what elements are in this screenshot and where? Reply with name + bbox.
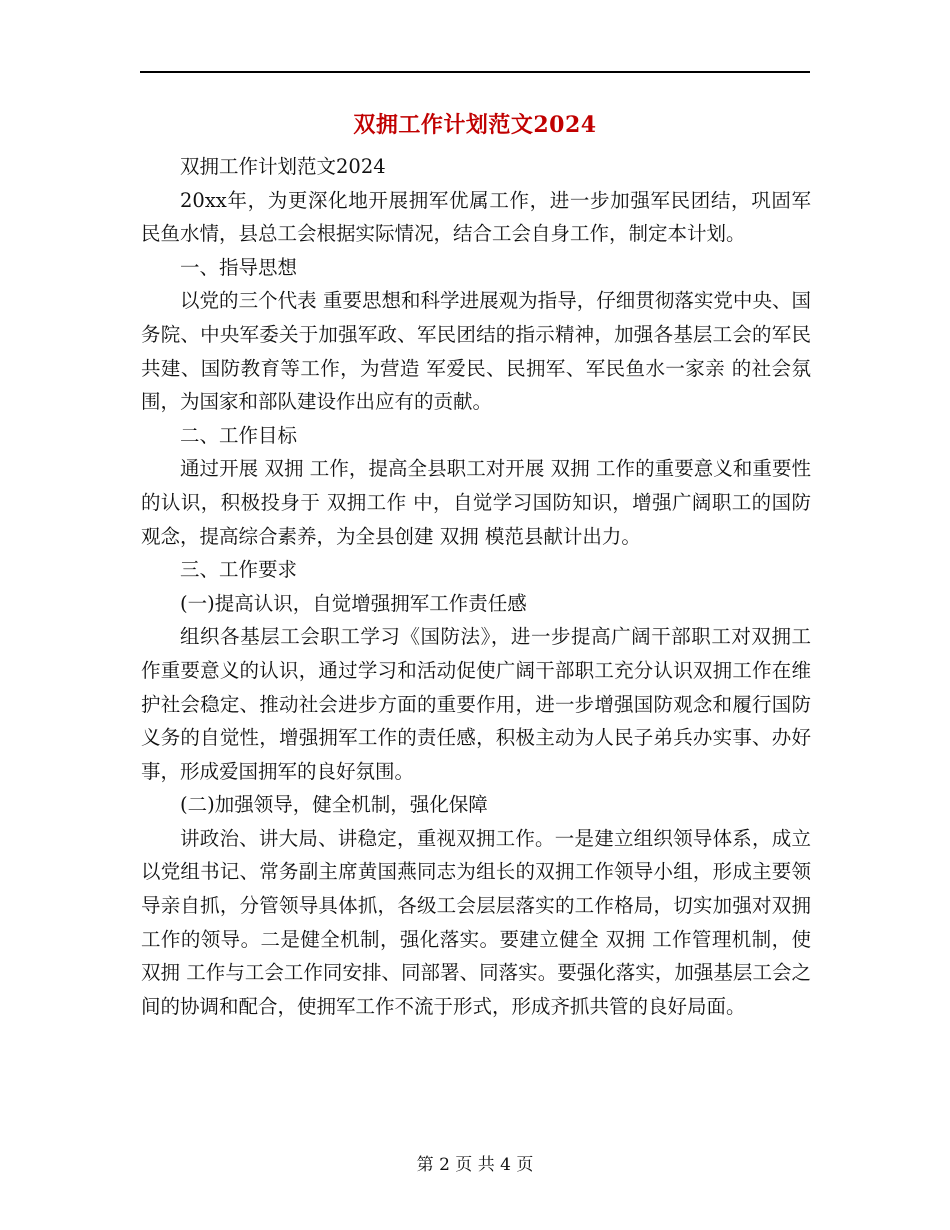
section-heading-work-goals: 二、工作目标 <box>180 423 298 447</box>
section-heading-guiding-thought: 一、指导思想 <box>180 255 298 279</box>
document-body <box>141 150 811 1023</box>
paragraph-intro: 20xx年，为更深化地开展拥军优属工作，进一步加强军民团结，巩固军民鱼水情，县总工会根据实际情况，结合工会自身工作，制定本计划。 <box>141 188 811 246</box>
paragraph-requirement-2: 讲政治、讲大局、讲稳定，重视双拥工作。一是建立组织领导体系，成立以党组书记、常务副主席黄国燕同志为组长的双拥工作领导小组，形成主要领导亲自抓，分管领导具体抓，各级工会层层落实的工作格局，切实加强对双拥工作的领导。二是健全机制，强化落实。要建立健全 双拥 工作管理机制，使 双拥 工作与工会工作同安排、同部署、同落实。要强化落实，加强基层工会之间的协调和配合，使拥军工作不流于形式，形成齐抓共管的良好局面。 <box>141 826 811 1018</box>
header-rule <box>140 71 810 73</box>
paragraph-guiding-thought: 以党的三个代表 重要思想和科学进展观为指导，仔细贯彻落实党中央、国务院、中央军委关于加强军政、军民团结的指示精神，加强各基层工会的军民共建、国防教育等工作，为营造 军爱民、民拥军、军民鱼水一家亲 的社会氛围，为国家和部队建设作出应有的贡献。 <box>141 289 811 414</box>
paragraph-requirement-1: 组织各基层工会职工学习《国防法》，进一步提高广阔干部职工对双拥工作重要意义的认识，通过学习和活动促使广阔干部职工充分认识双拥工作在维护社会稳定、推动社会进步方面的重要作用，进一步增强国防观念和履行国防义务的自觉性，增强拥军工作的责任感，积极主动为人民子弟兵办实事、办好事，形成爱国拥军的良好氛围。 <box>141 625 811 783</box>
subheading-requirement-1: (一)提高认识，自觉增强拥军工作责任感 <box>180 591 527 615</box>
paragraph-work-goals: 通过开展 双拥 工作，提高全县职工对开展 双拥 工作的重要意义和重要性的认识，积极投身于 双拥工作 中，自觉学习国防知识，增强广阔职工的国防观念，提高综合素养，为全县创建 双拥 模范县献计出力。 <box>141 457 811 548</box>
section-heading-work-requirements: 三、工作要求 <box>180 558 298 582</box>
page-number-footer: 第 2 页 共 4 页 <box>416 1155 534 1175</box>
subheading-requirement-2: (二)加强领导，健全机制，强化保障 <box>180 793 488 817</box>
paragraph-subtitle: 双拥工作计划范文2024 <box>180 155 386 178</box>
document-title: 双拥工作计划范文2024 <box>353 112 597 138</box>
